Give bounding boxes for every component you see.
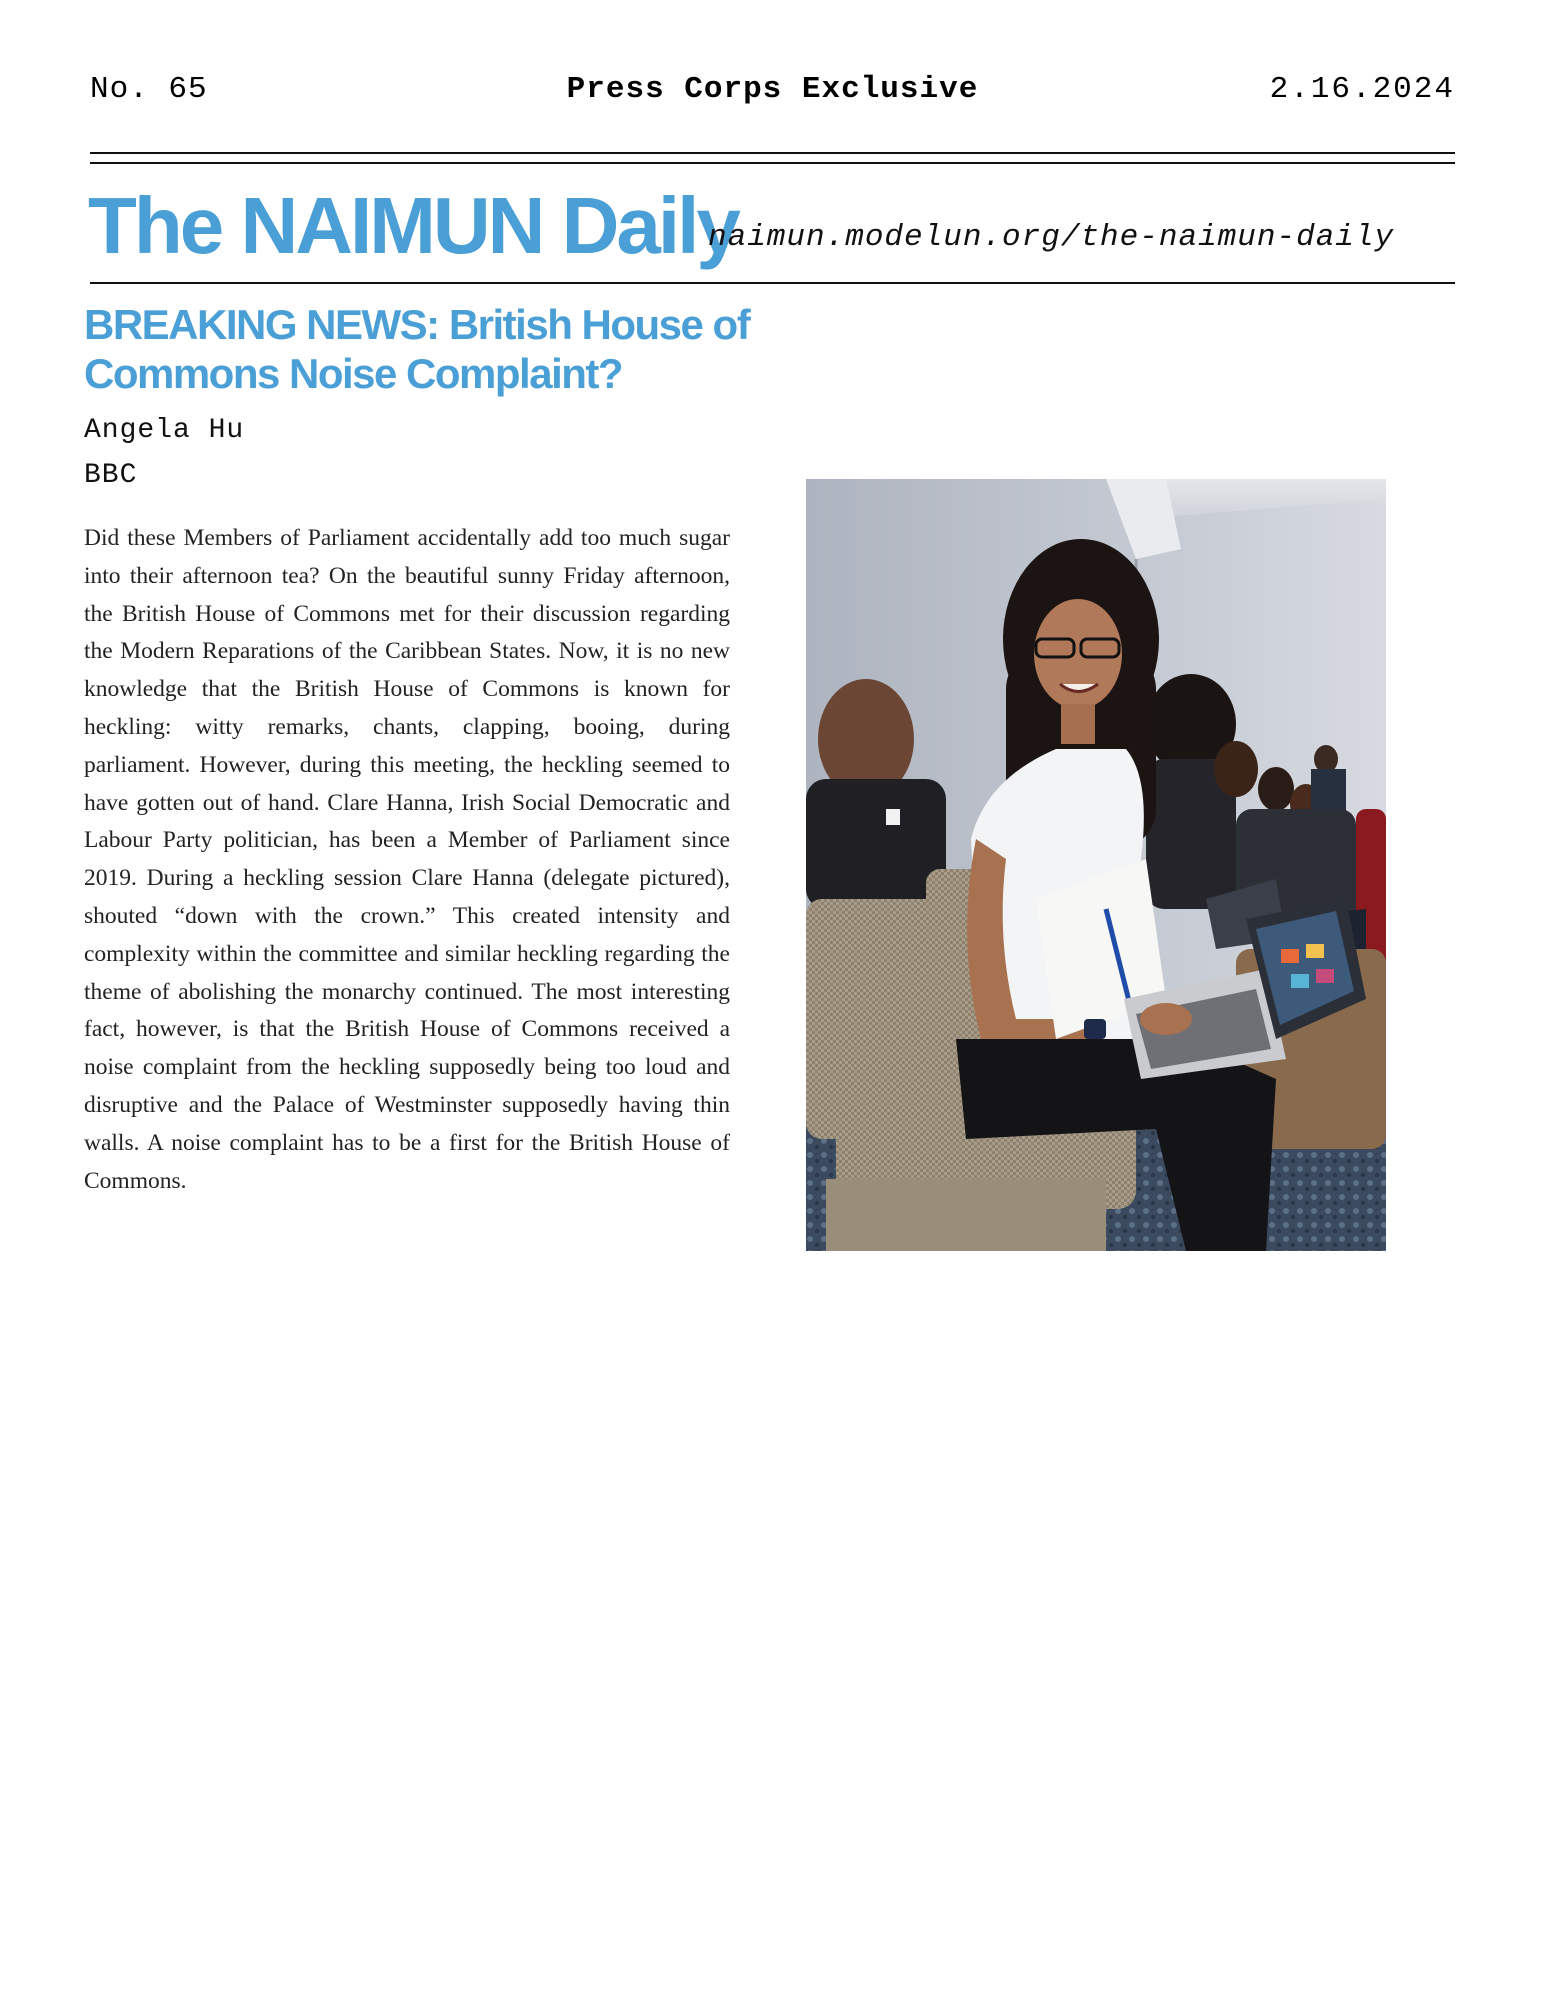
newspaper-url: naimun.modelun.org/the-naimun-daily (708, 220, 1395, 255)
masthead (88, 180, 1458, 270)
article-photo (806, 479, 1386, 1251)
section-label: Press Corps Exclusive (566, 72, 979, 107)
masthead-bottom-rule (90, 282, 1455, 284)
article-headline: BREAKING NEWS: British House of Commons Noise Complaint? (84, 301, 750, 397)
top-rule-lower (90, 162, 1455, 164)
newspaper-title: The NAIMUN Daily (88, 181, 738, 270)
issue-number: No. 65 (90, 72, 208, 107)
article-body: Did these Members of Parliament accidentally add too much sugar into their afternoon tea? On the beautiful sunny Friday afternoon, the British House of Commons met for their discussion regarding the Modern Reparations of the Caribbean States. Now, it is no new knowledge that the British House of Commons is known for heckling: witty remarks, chants, clapping, booing, during parliament. However, during this meeting, the heckling seemed to have gotten out of hand. Clare Hanna, Irish Social Democratic and Labour Party politician, has been a Member of Parliament since 2019. During a heckling session Clare Hanna (delegate pictured), shouted “down with the crown.” This created intensity and complexity within the committee and similar heckling regarding the theme of abolishing the monarchy continued. The most interesting fact, however, is that the British House of Commons received a noise complaint from the heckling supposedly being too loud and disruptive and the Palace of Westminster supposedly having thin walls. A noise complaint has to be a first for the British House of Commons. (84, 525, 730, 1194)
issue-date: 2.16.2024 (1269, 72, 1455, 107)
article-author: Angela Hu (84, 415, 245, 446)
top-rule-upper (90, 152, 1455, 154)
masthead-top-bar (90, 72, 1455, 112)
article-outlet: BBC (84, 460, 138, 491)
